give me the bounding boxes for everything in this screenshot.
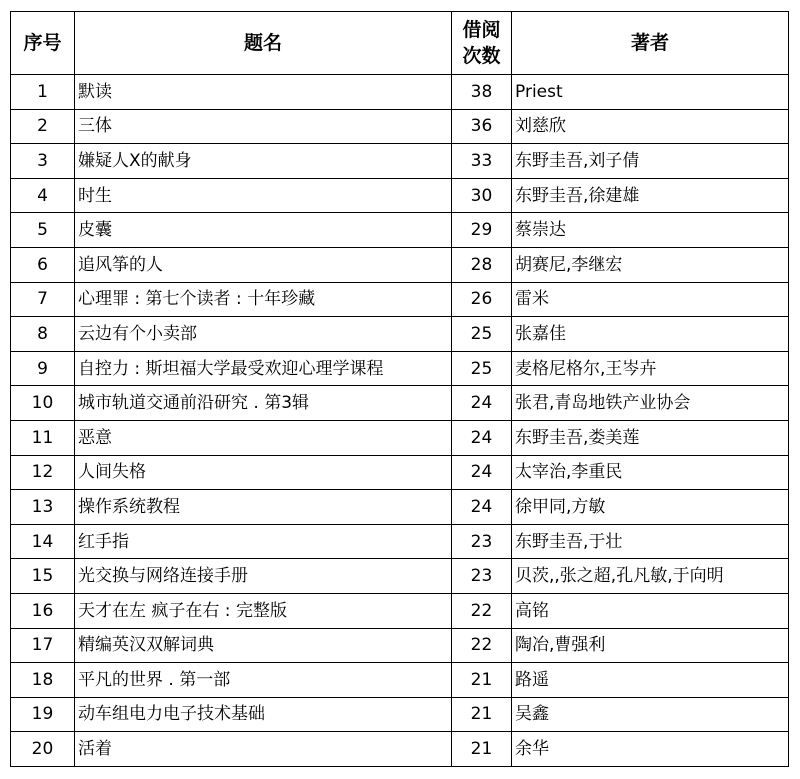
cell-title: 光交换与网络连接手册 — [75, 559, 452, 594]
cell-count: 36 — [452, 109, 512, 144]
table-row — [11, 178, 789, 213]
table-row — [11, 144, 789, 179]
cell-title: 操作系统教程 — [75, 490, 452, 525]
cell-title: 皮囊 — [75, 213, 452, 248]
cell-author: 徐甲同,方敏 — [512, 490, 789, 525]
cell-count: 29 — [452, 213, 512, 248]
cell-author: 张嘉佳 — [512, 317, 789, 352]
header-no: 序号 — [11, 12, 75, 75]
cell-no: 11 — [11, 420, 75, 455]
cell-count: 22 — [452, 593, 512, 628]
table-row — [11, 524, 789, 559]
table-row — [11, 317, 789, 352]
cell-no: 20 — [11, 732, 75, 767]
cell-author: 刘慈欣 — [512, 109, 789, 144]
table-row — [11, 628, 789, 663]
cell-author: 麦格尼格尔,王岑卉 — [512, 351, 789, 386]
table-row — [11, 75, 789, 110]
header-title: 题名 — [75, 12, 452, 75]
cell-no: 16 — [11, 593, 75, 628]
cell-author: Priest — [512, 75, 789, 110]
cell-count: 25 — [452, 351, 512, 386]
cell-title: 活着 — [75, 732, 452, 767]
cell-no: 17 — [11, 628, 75, 663]
cell-title: 嫌疑人X的献身 — [75, 144, 452, 179]
cell-title: 天才在左 疯子在右 : 完整版 — [75, 593, 452, 628]
table-row — [11, 732, 789, 767]
cell-author: 东野圭吾,徐建雄 — [512, 178, 789, 213]
cell-title: 恶意 — [75, 420, 452, 455]
cell-no: 5 — [11, 213, 75, 248]
cell-count: 21 — [452, 732, 512, 767]
table-row — [11, 663, 789, 698]
header-author: 著者 — [512, 12, 789, 75]
cell-title: 时生 — [75, 178, 452, 213]
cell-no: 8 — [11, 317, 75, 352]
cell-author: 蔡崇达 — [512, 213, 789, 248]
cell-author: 陶冶,曹强利 — [512, 628, 789, 663]
cell-author: 太宰治,李重民 — [512, 455, 789, 490]
cell-no: 4 — [11, 178, 75, 213]
cell-count: 24 — [452, 420, 512, 455]
cell-no: 10 — [11, 386, 75, 421]
header-count-line1: 借阅 — [462, 19, 501, 41]
cell-count: 23 — [452, 559, 512, 594]
cell-no: 3 — [11, 144, 75, 179]
cell-count: 24 — [452, 386, 512, 421]
cell-title: 城市轨道交通前沿研究 . 第3辑 — [75, 386, 452, 421]
cell-no: 19 — [11, 697, 75, 732]
cell-count: 25 — [452, 317, 512, 352]
cell-no: 2 — [11, 109, 75, 144]
cell-title: 红手指 — [75, 524, 452, 559]
cell-no: 1 — [11, 75, 75, 110]
cell-count: 28 — [452, 247, 512, 282]
cell-author: 余华 — [512, 732, 789, 767]
cell-title: 自控力 : 斯坦福大学最受欢迎心理学课程 — [75, 351, 452, 386]
book-borrowing-table — [10, 11, 789, 767]
table-row — [11, 213, 789, 248]
cell-count: 21 — [452, 697, 512, 732]
cell-title: 默读 — [75, 75, 452, 110]
header-count-line2: 次数 — [462, 45, 501, 67]
cell-no: 15 — [11, 559, 75, 594]
cell-count: 24 — [452, 490, 512, 525]
cell-no: 13 — [11, 490, 75, 525]
cell-author: 东野圭吾,娄美莲 — [512, 420, 789, 455]
table-row — [11, 455, 789, 490]
cell-count: 21 — [452, 663, 512, 698]
cell-title: 心理罪 : 第七个读者 : 十年珍藏 — [75, 282, 452, 317]
cell-author: 路遥 — [512, 663, 789, 698]
table-row — [11, 282, 789, 317]
cell-author: 东野圭吾,于壮 — [512, 524, 789, 559]
cell-author: 贝茨,,张之超,孔凡敏,于向明 — [512, 559, 789, 594]
cell-author: 胡赛尼,李继宏 — [512, 247, 789, 282]
cell-count: 23 — [452, 524, 512, 559]
table-row — [11, 559, 789, 594]
table-row — [11, 351, 789, 386]
table-row — [11, 593, 789, 628]
table-row — [11, 490, 789, 525]
cell-no: 9 — [11, 351, 75, 386]
table-row — [11, 386, 789, 421]
cell-count: 24 — [452, 455, 512, 490]
cell-title: 三体 — [75, 109, 452, 144]
cell-title: 追风筝的人 — [75, 247, 452, 282]
header-count — [452, 12, 512, 75]
cell-author: 吴鑫 — [512, 697, 789, 732]
cell-author: 雷米 — [512, 282, 789, 317]
table-row — [11, 420, 789, 455]
cell-author: 张君,青岛地铁产业协会 — [512, 386, 789, 421]
cell-count: 26 — [452, 282, 512, 317]
cell-no: 18 — [11, 663, 75, 698]
cell-count: 33 — [452, 144, 512, 179]
table-row — [11, 109, 789, 144]
cell-title: 动车组电力电子技术基础 — [75, 697, 452, 732]
cell-no: 7 — [11, 282, 75, 317]
cell-no: 6 — [11, 247, 75, 282]
cell-count: 22 — [452, 628, 512, 663]
cell-title: 人间失格 — [75, 455, 452, 490]
cell-no: 12 — [11, 455, 75, 490]
table-header-row — [11, 12, 789, 75]
table-row — [11, 247, 789, 282]
cell-title: 云边有个小卖部 — [75, 317, 452, 352]
cell-author: 高铭 — [512, 593, 789, 628]
cell-no: 14 — [11, 524, 75, 559]
cell-count: 30 — [452, 178, 512, 213]
table-row — [11, 697, 789, 732]
cell-title: 精编英汉双解词典 — [75, 628, 452, 663]
cell-title: 平凡的世界 . 第一部 — [75, 663, 452, 698]
cell-count: 38 — [452, 75, 512, 110]
cell-author: 东野圭吾,刘子倩 — [512, 144, 789, 179]
